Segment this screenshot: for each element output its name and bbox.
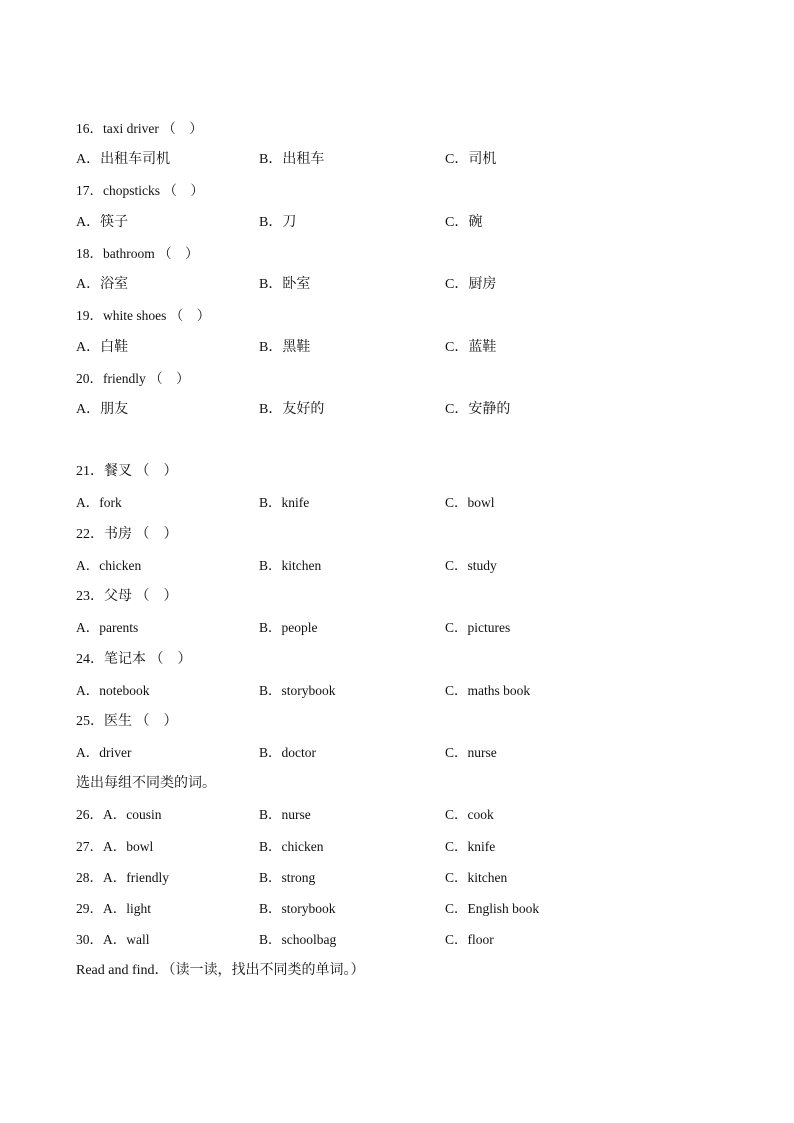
odd-one-out-option-a: 26．A．cousin (76, 807, 162, 822)
option-b: B．knife (259, 495, 310, 510)
option-a: A．筷子 (76, 215, 129, 230)
option-b: B．友好的 (259, 402, 325, 417)
odd-one-out-option-b: B．strong (259, 870, 316, 885)
option-c: C．pictures (445, 620, 511, 635)
option-b: B．doctor (259, 745, 316, 760)
option-b: B．刀 (259, 215, 297, 230)
question-stem: 25．医生 （ ） (76, 714, 178, 729)
odd-one-out-option-b: B．schoolbag (259, 932, 337, 947)
option-c: C．maths book (445, 683, 531, 698)
option-b: B．卧室 (259, 277, 311, 292)
option-b: B．黑鞋 (259, 340, 311, 355)
option-c: C．碗 (445, 215, 483, 230)
odd-one-out-option-b: B．storybook (259, 901, 336, 916)
odd-one-out-option-c: C．cook (445, 807, 494, 822)
question-stem: 19．white shoes （ ） (76, 308, 211, 323)
option-b: B．storybook (259, 683, 336, 698)
option-c: C．厨房 (445, 277, 497, 292)
option-a: A．parents (76, 620, 139, 635)
option-a: A．浴室 (76, 277, 129, 292)
option-b: B．people (259, 620, 318, 635)
option-c: C．蓝鞋 (445, 340, 497, 355)
question-stem: 16．taxi driver （ ） (76, 121, 203, 136)
question-stem: 17．chopsticks （ ） (76, 183, 204, 198)
odd-one-out-option-b: B．chicken (259, 839, 324, 854)
option-a: A．notebook (76, 683, 150, 698)
option-a: A．driver (76, 745, 132, 760)
option-a: A．朋友 (76, 402, 129, 417)
odd-one-out-option-c: C．kitchen (445, 870, 508, 885)
question-stem: 23．父母 （ ） (76, 589, 178, 604)
section-instruction: 选出每组不同类的词。 (76, 776, 216, 791)
option-c: C．study (445, 558, 497, 573)
question-stem: 21．餐叉 （ ） (76, 464, 178, 479)
option-c: C．安静的 (445, 402, 511, 417)
odd-one-out-option-a: 29．A．light (76, 901, 152, 916)
option-b: B．kitchen (259, 558, 322, 573)
question-stem: 22．书房 （ ） (76, 527, 178, 542)
odd-one-out-option-c: C．English book (445, 901, 540, 916)
question-stem: 24．笔记本 （ ） (76, 652, 192, 667)
odd-one-out-option-a: 27．A．bowl (76, 839, 154, 854)
option-c: C．司机 (445, 152, 497, 167)
option-a: A．chicken (76, 558, 142, 573)
odd-one-out-option-c: C．floor (445, 932, 494, 947)
odd-one-out-option-a: 30．A．wall (76, 932, 150, 947)
odd-one-out-option-a: 28．A．friendly (76, 870, 169, 885)
read-and-find-instruction: Read and find．（读一读，找出不同类的单词。） (76, 963, 365, 978)
option-a: A．fork (76, 495, 122, 510)
odd-one-out-option-c: C．knife (445, 839, 496, 854)
question-stem: 20．friendly （ ） (76, 371, 190, 386)
option-a: A．出租车司机 (76, 152, 171, 167)
option-a: A．白鞋 (76, 340, 129, 355)
option-c: C．bowl (445, 495, 495, 510)
option-c: C．nurse (445, 745, 497, 760)
question-stem: 18．bathroom （ ） (76, 246, 199, 261)
odd-one-out-option-b: B．nurse (259, 807, 311, 822)
option-b: B．出租车 (259, 152, 325, 167)
